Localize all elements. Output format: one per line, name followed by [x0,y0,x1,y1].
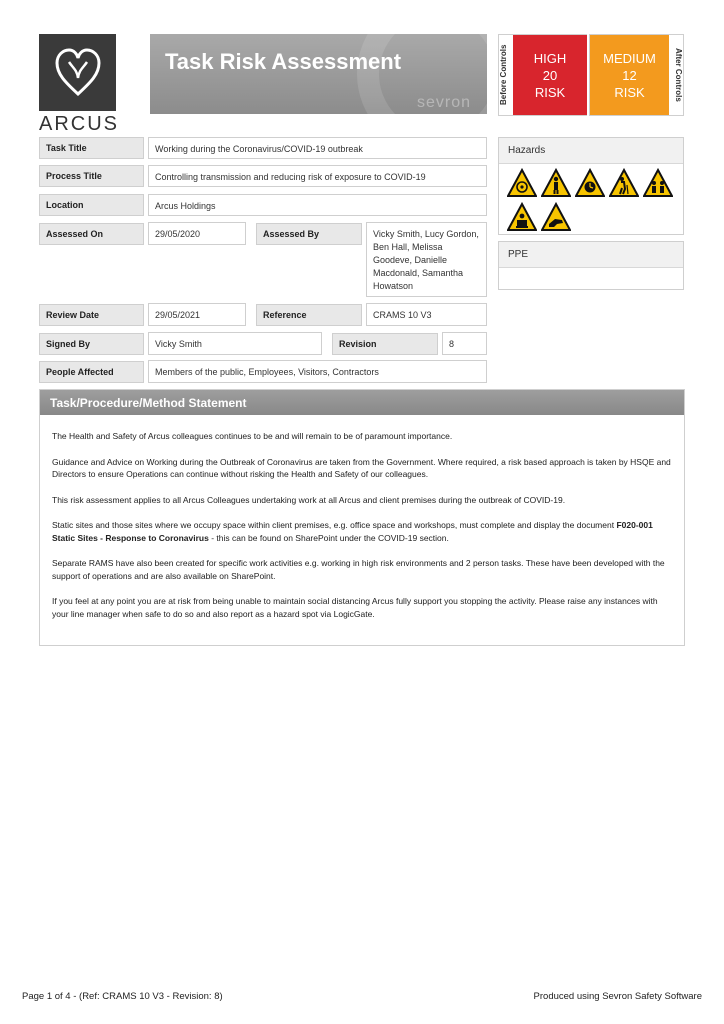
signed-by-value: Vicky Smith [148,332,322,355]
people-affected-value: Members of the public, Employees, Visitors, Contractors [148,360,487,383]
contact-warning-icon [643,168,673,198]
hazards-title: Hazards [499,138,683,164]
clock-warning-icon [575,168,605,198]
reference-label: Reference [256,304,362,326]
revision-label: Revision [332,333,438,355]
task-title-value: Working during the Coronavirus/COVID-19 outbreak [148,137,487,159]
paragraph: Guidance and Advice on Working during the Outbreak of Coronavirus are taken from the Government. Where required, a risk based approach is taken by HSQE and Directors to ensure Operations can continue without risking the Health and Safety of our colleagues. [52,456,671,479]
banner-brand: sevron [416,94,471,111]
assessed-on-label: Assessed On [39,223,144,245]
risk-after-word: RISK [614,84,645,100]
risk-after-level: MEDIUM [603,50,656,66]
assessed-on-value: 29/05/2020 [148,222,246,245]
task-title-label: Task Title [39,137,144,159]
risk-before-badge [513,35,587,115]
signed-by-label: Signed By [39,333,144,355]
location-label: Location [39,194,144,216]
paragraph [52,519,672,544]
title-banner [150,34,487,114]
review-date-label: Review Date [39,304,144,326]
hand-contact-warning-icon [541,202,571,232]
paragraph-text: Static sites and those sites where we occupy space within client premises, e.g. office space and workshops, must complete and display the document [52,520,617,530]
review-date-value: 29/05/2021 [148,303,246,326]
location-value: Arcus Holdings [148,194,487,216]
risk-before-word: RISK [534,84,566,100]
process-title-label: Process Title [39,165,144,187]
footer-page-info: Page 1 of 4 - (Ref: CRAMS 10 V3 - Revision: 8) [22,991,223,1002]
revision-value: 8 [442,332,487,355]
illness-warning-icon [507,202,537,232]
page-title: Task Risk Assessment [165,49,402,74]
paragraph: If you feel at any point you are at risk from being unable to maintain social distancing Arcus fully support you stopping the activity. Please raise any instances with your line manager when safe to do so and also report as a hazard spot via LogicGate. [52,596,658,619]
paragraph-text: - this can be found on SharePoint under the COVID-19 section. [208,532,449,543]
risk-after-controls [589,34,684,116]
logo-text: ARCUS [39,113,120,135]
risk-after-score: 12 [622,67,637,83]
person-warning-icon [541,168,571,198]
paragraph: This risk assessment applies to all Arcus Colleagues undertaking work at all Arcus and client premises during the outbreak of COVID-19. [52,494,566,505]
method-statement-body [40,415,684,620]
footer-produced-by: Produced using Sevron Safety Software [533,991,702,1002]
assessed-by-value: Vicky Smith, Lucy Gordon, Ben Hall, Melissa Goodeve, Danielle Macdonald, Samantha Howatson [366,222,487,297]
assessed-by-label: Assessed By [256,223,362,245]
logo [39,34,116,111]
elderly-person-warning-icon [609,168,639,198]
process-title-value: Controlling transmission and reducing risk of exposure to COVID-19 [148,165,487,187]
method-statement-title: Task/Procedure/Method Statement [40,390,684,415]
after-controls-label: After Controls [674,48,683,102]
ppe-title: PPE [499,242,683,268]
risk-after-badge [590,35,669,115]
paragraph: Separate RAMS have also been created for specific work activities e.g. working in high risk environments and 2 person tasks. These have been developed with the support of operations and are also available on SharePoint. [52,558,665,581]
risk-before-level: HIGH [533,50,567,66]
risk-before-score: 20 [542,67,558,83]
ppe-panel [498,241,684,290]
before-controls-label: Before Controls [499,44,508,106]
risk-before-controls [498,34,587,116]
paragraph: The Health and Safety of Arcus colleagues continues to be and will remain to be of paramount importance. [52,431,453,441]
document-reference: F020-001 Static Sites - Response to Coronavirus [52,520,653,543]
people-affected-label: People Affected [39,361,144,383]
heart-logo-icon [55,48,101,98]
virus-warning-icon [507,168,537,198]
hazards-panel [498,137,684,235]
method-statement-section [39,389,685,646]
reference-value: CRAMS 10 V3 [366,303,487,326]
